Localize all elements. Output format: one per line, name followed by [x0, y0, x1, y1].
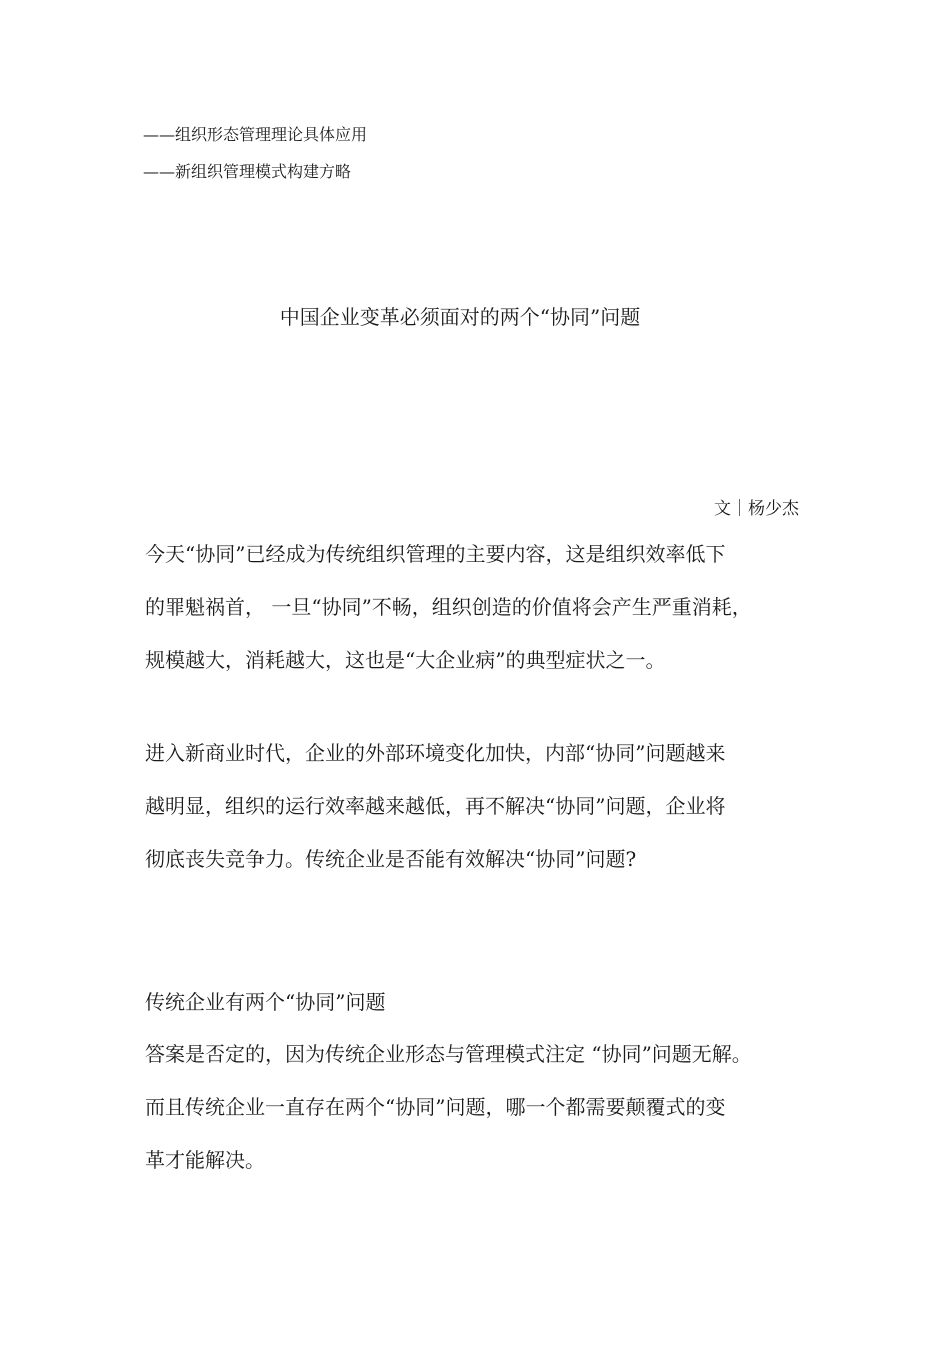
paragraph-2 — [145, 739, 845, 898]
paragraph-1 — [145, 540, 845, 699]
paragraph-line: 规模越大，消耗越大，这也是“大企业病”的典型症状之一。 — [145, 648, 666, 672]
paragraph-line: 革才能解决。 — [145, 1148, 265, 1172]
subtitle-line-1: ——组织形态管理理论具体应用 — [143, 125, 368, 144]
section-paragraph — [145, 1040, 845, 1199]
paragraph-line: 今天“协同”已经成为传统组织管理的主要内容，这是组织效率低下 — [145, 542, 726, 566]
paragraph-line: 答案是否定的，因为传统企业形态与管理模式注定 “协同”问题无解。 — [145, 1042, 752, 1066]
paragraph-line: 的罪魁祸首， 一旦“协同”不畅，组织创造的价值将会产生严重消耗， — [145, 595, 752, 619]
paragraph-line: 彻底丧失竞争力。传统企业是否能有效解决“协同”问题? — [145, 847, 637, 871]
author-byline: 文｜杨少杰 — [714, 499, 799, 519]
paragraph-line: 而且传统企业一直存在两个“协同”问题，哪一个都需要颠覆式的变 — [145, 1095, 726, 1119]
subtitle-line-2: ——新组织管理模式构建方略 — [143, 162, 352, 181]
paragraph-line: 进入新商业时代，企业的外部环境变化加快，内部“协同”问题越来 — [145, 741, 726, 765]
paragraph-line: 越明显，组织的运行效率越来越低，再不解决“协同”问题，企业将 — [145, 794, 726, 818]
section-heading: 传统企业有两个“协同”问题 — [145, 990, 386, 1014]
document-title: 中国企业变革必须面对的两个“协同”问题 — [279, 305, 641, 329]
